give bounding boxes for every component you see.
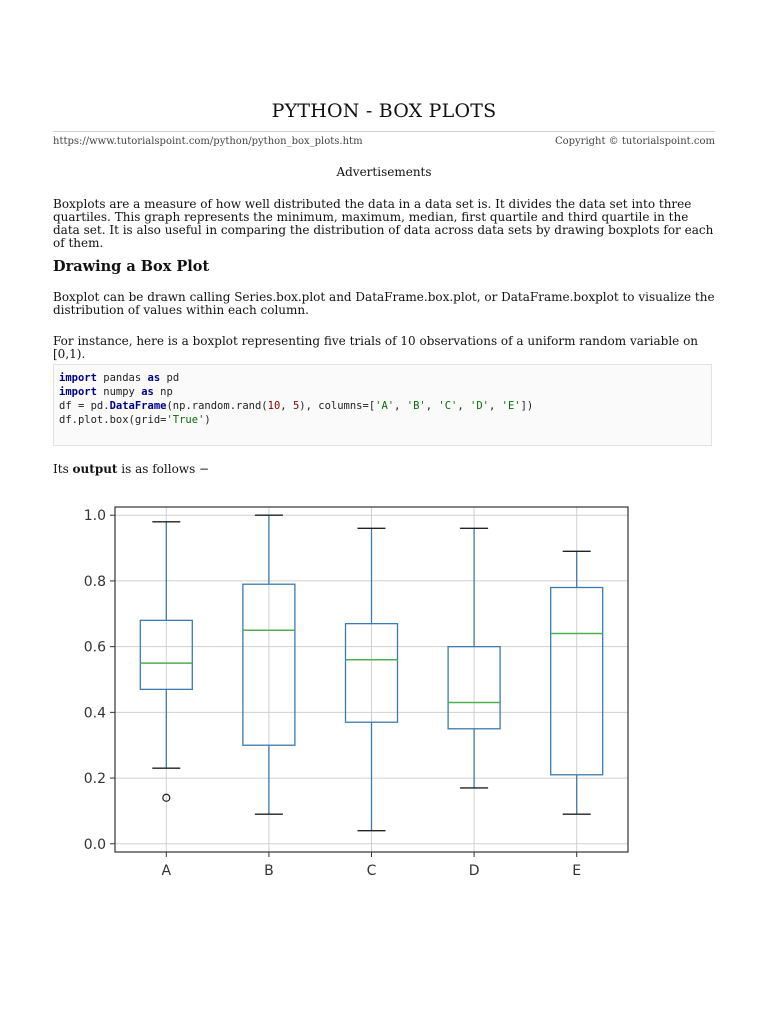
code-keyword: import bbox=[59, 386, 97, 398]
output-caption bbox=[53, 462, 209, 476]
code-text: np bbox=[153, 386, 173, 398]
example-paragraph: For instance, here is a boxplot representing five trials of 10 observations of a uniform random variable on [0,1). bbox=[53, 334, 699, 361]
advertisements-label: Advertisements bbox=[336, 165, 432, 179]
y-tick-label: 0.6 bbox=[83, 639, 106, 656]
code-text: ), columns=[ bbox=[299, 400, 376, 412]
page-title: PYTHON - BOX PLOTS bbox=[271, 100, 497, 122]
y-tick-label: 1.0 bbox=[83, 508, 106, 525]
output-prefix: Its bbox=[53, 462, 73, 476]
y-tick-label: 0.2 bbox=[83, 771, 106, 788]
code-text: numpy bbox=[96, 386, 142, 398]
y-tick-label: 0.0 bbox=[83, 836, 106, 853]
y-tick-label: 0.8 bbox=[83, 573, 106, 590]
code-string: 'D' bbox=[470, 400, 489, 412]
boxplot-methods-paragraph: Boxplot can be drawn calling Series.box.plot and DataFrame.box.plot, or DataFrame.boxplot to visualize the distribution of values within each column. bbox=[53, 290, 715, 317]
axis-layer bbox=[84, 507, 628, 879]
x-tick-label: A bbox=[161, 863, 172, 879]
x-tick-label: D bbox=[468, 863, 480, 879]
x-tick-label: C bbox=[366, 863, 377, 879]
code-text: pd bbox=[160, 372, 180, 384]
code-keyword: import bbox=[59, 372, 97, 384]
section-heading: Drawing a Box Plot bbox=[53, 258, 210, 275]
copyright-notice: Copyright © tutorialspoint.com bbox=[554, 136, 715, 147]
header-divider bbox=[53, 131, 715, 132]
code-block[interactable]: import pandas as pd import numpy as np df = pd.DataFrame(np.random.rand(10, 5), columns=['A', 'B', 'C', 'D', 'E']) df.plot.box(grid='True') bbox=[53, 364, 712, 446]
code-number: 10 bbox=[267, 400, 281, 412]
boxplot-chart bbox=[60, 500, 640, 885]
code-keyword: as bbox=[147, 372, 161, 384]
code-string: 'A' bbox=[375, 400, 395, 412]
code-text: , bbox=[280, 400, 293, 412]
code-string: 'E' bbox=[501, 400, 521, 412]
output-suffix: is as follows − bbox=[117, 462, 210, 476]
y-tick-label: 0.4 bbox=[83, 705, 106, 722]
code-keyword: as bbox=[141, 386, 154, 398]
code-text: df = pd. bbox=[59, 400, 110, 412]
x-tick-label: E bbox=[572, 863, 582, 879]
code-text: pandas bbox=[96, 372, 148, 384]
code-text: df.plot.box(grid= bbox=[59, 414, 167, 426]
code-number: 5 bbox=[292, 400, 300, 412]
code-text: ) bbox=[204, 414, 211, 426]
code-string: 'C' bbox=[438, 400, 458, 412]
code-text: ]) bbox=[520, 400, 534, 412]
output-bold: output bbox=[72, 462, 118, 476]
code-class: DataFrame bbox=[109, 400, 167, 412]
code-string: 'True' bbox=[166, 414, 205, 426]
source-url[interactable]: https://www.tutorialspoint.com/python/python_box_plots.htm bbox=[53, 136, 363, 147]
x-tick-label: B bbox=[264, 863, 274, 879]
code-text: (np.random.rand( bbox=[166, 400, 268, 412]
code-string: 'B' bbox=[406, 400, 426, 412]
intro-paragraph: Boxplots are a measure of how well distributed the data in a data set is. It divides the data set into three quartiles. This graph represents the minimum, maximum, median, first quartile and third quartile in the data set. It is also useful in comparing the distribution of data across data sets by drawing boxplots for each of them. bbox=[53, 197, 714, 250]
